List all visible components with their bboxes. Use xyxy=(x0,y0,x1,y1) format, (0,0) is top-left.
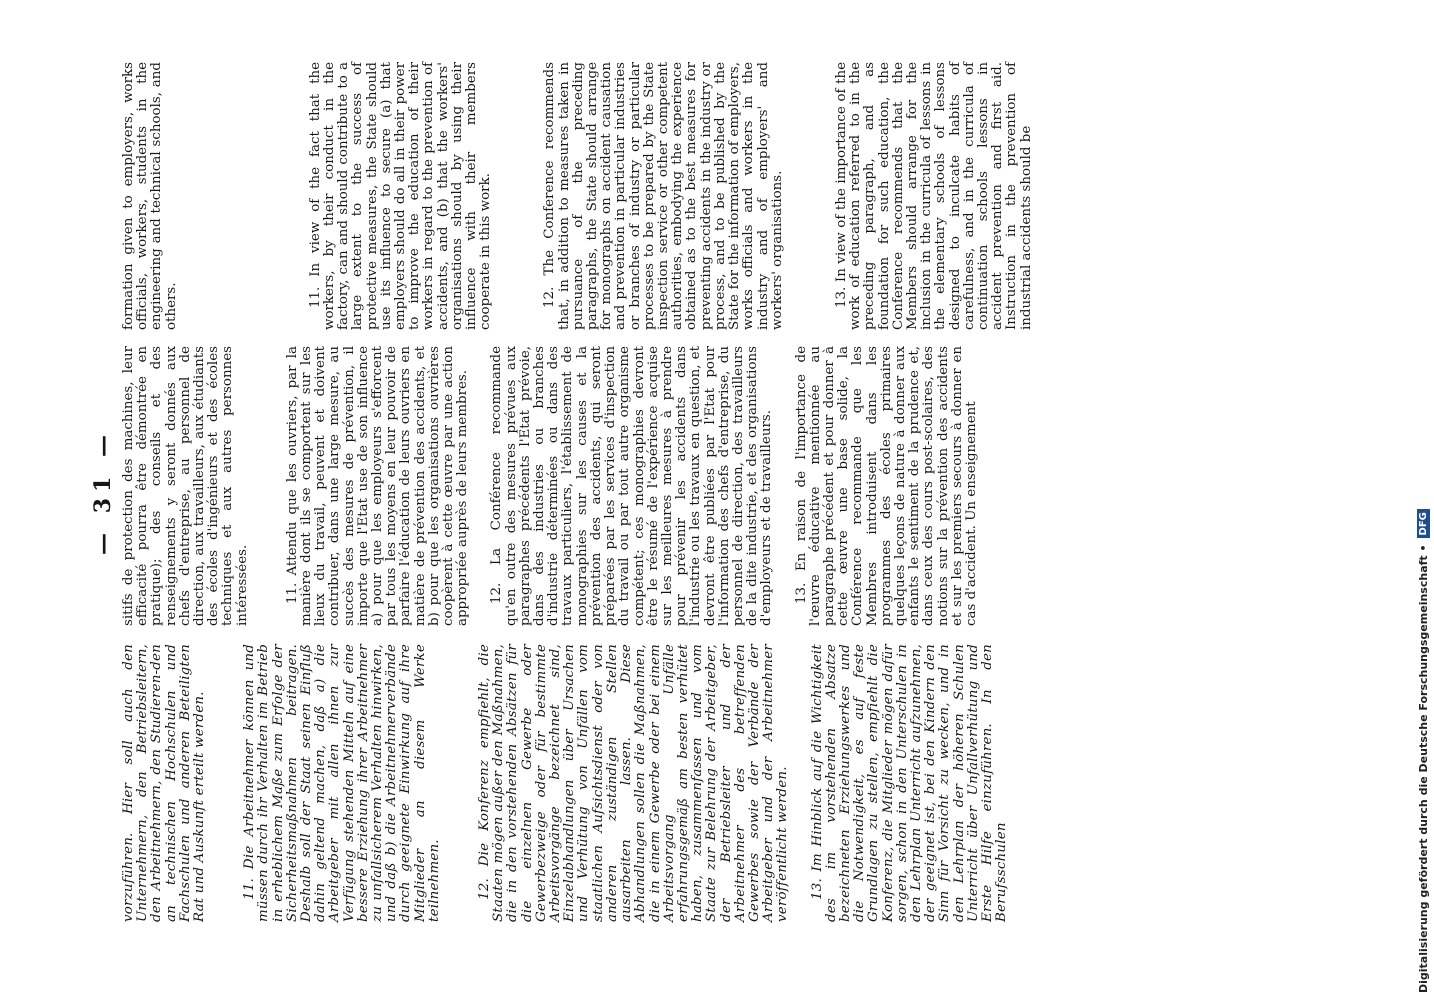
french-paragraph-11: 11. Attendu que les ouvriers, par la manière dont ils se comportent sur les lieux du travail, peuvent et doivent contribuer, dans une large mesure, au succès des mesures de prévention, il importe que l'Etat use de son influence a) pour que les employeurs s'efforcent par tous les moyens en leur pouvoir de parfaire l'éducation de leurs ouvriers en matière de prévention des accidents, et b) pour que les organisations ouvrières coopèrent à cette œuvre par une action appropriée auprès de leurs membres. xyxy=(284,346,471,626)
german-paragraph-12: 12. Die Konferenz empfiehlt, die Staaten mögen außer den Maßnahmen, die in den vorstehenden Absätzen für die einzelnen Gewerbe oder Gewerbezweige oder für bestimmte Arbeitsvorgänge bezeichnet sind, Einzelabhandlungen über Ursachen und Verhütung von Unfällen vom staatlichen Aufsichtsdienst oder von anderen zuständigen Stellen ausarbeiten lassen. Diese Abhandlungen sollen die Maßnahmen, die in einem Gewerbe oder bei einem Arbeitsvorgang Unfälle erfahrungsgemäß am besten verhütet haben, zusammenfassen und vom Staate zur Belehrung der Arbeitgeber, der Betriebsleiter und der Arbeitnehmer des betreffenden Gewerbes sowie der Verbände der Arbeitgeber und der Arbeitnehmer veröffentlicht werden. xyxy=(477,644,791,922)
dfg-logo: DFG xyxy=(1417,509,1430,538)
french-paragraph-13: 13. En raison de l'importance de l'œuvre éducative mentionnée au paragraphe précédent et pour donner à cette œuvre une base solide, la Conférence recommande que les Membres introduisent dans les programmes des écoles primaires quelques leçons de nature à donner aux enfants le sentiment de la prudence et, dans ceux des cours post-scolaires, des notions sur la prévention des accidents et sur les premiers secours à donner en cas d'accident. Un enseignement xyxy=(793,346,979,626)
page-number: — 31 — xyxy=(90,429,116,555)
english-intro-paragraph: formation given to employers, works officials, workers, students in the engineering and technical schools, and others. xyxy=(121,62,179,330)
english-paragraph-11: 11. In view of the fact that the workers, by their conduct in the factory, can and should contribute to a large extent to the success of protective measures, the State should use its influence to secure (a) that employers should do all in their power to improve the education of their workers in regard to the prevention of accidents, and (b) that the workers' organisations should by using their influence with their members cooperate in this work. xyxy=(307,62,494,330)
french-column xyxy=(122,346,979,626)
french-intro-paragraph: sitifs de protection des machines, leur efficacité pourra être démontrée en pratique); des conseils et des renseignements y seront donnés aux chefs d'entreprise, au personnel de direction, aux travailleurs, aux étudiants des écoles d'ingénieurs et des écoles techniques et aux autres personnes intéressées. xyxy=(121,346,250,626)
credit-text: Digitalisierung gefördert durch die Deutsche Forschungsgemeinschaft • xyxy=(1416,544,1430,993)
french-paragraph-12: 12. La Conférence recommande qu'en outre des mesures prévues aux paragraphes précédents l'Etat prévoie, dans des industries ou branches d'industrie déterminées ou dans des travaux particuliers, l'établissement de monographies sur les causes et la prévention des accidents, qui seront préparées par les services d'inspection du travail ou par tout autre organisme compétent; ces monographies devront être le résumé de l'expérience acquise sur les meilleures mesures à prendre pour prévenir les accidents dans l'industrie ou les travaux en question, et devront être publiées par l'Etat pour l'information des chefs d'entreprise, du personnel de direction, des travailleurs de la dite industrie, et des organisations d'employeurs et de travailleurs. xyxy=(489,346,775,626)
english-paragraph-12: 12. The Conference recommends that, in addition to measures taken in pursuance of the preceding paragraphs, the State should arrange for monographs on accident causation and prevention in particular industries or branches of industry or particular processes to be prepared by the State inspection service or other competent authorities, embodying the experience obtained as to the best measures for preventing accidents in the industry or process, and to be published by the State for the information of employers, works officials and workers in the industry and of employers' and workers' organisations. xyxy=(542,62,785,330)
english-paragraph-13: 13. In view of the importance of the work of education referred to in the preceding paragraph, and as foundation for such education, the Conference recommends that the Members should arrange for the inclusion in the curricula of lessons in the elementary schools of lessons designed to inculcate habits of carefulness, and in the curricula of continuation schools lessons in accident prevention and first aid. Instruction in the prevention of industrial accidents should be xyxy=(833,62,1034,330)
scanned-page xyxy=(90,62,1310,922)
german-paragraph-13: 13. Im Hinblick auf die Wichtigkeit des im vorstehenden Absatze bezeichneten Erziehungswerkes und die Notwendigkeit, es auf feste Grundlagen zu stellen, empfiehlt die Konferenz, die Mitglieder mögen dafür sorgen, schon in den Unterschulen in den Lehrplan Unterricht aufzunehmen, der geeignet ist, bei den Kindern den Sinn für Vorsicht zu wecken, und in den Lehrplan der höheren Schulen Unterricht über Unfallverhütung und Erste Hilfe einzuführen. In den Berufsschulen xyxy=(809,644,1010,922)
german-intro-paragraph: vorzuführen. Hier soll auch den Unternehmern, den Betriebsleitern, den Arbeitnehmern, den Studieren-den an technischen Hochschulen und Fachschulen und anderen Beteiligten Rat und Auskunft erteilt werden. xyxy=(121,644,208,922)
rotated-page-content xyxy=(90,62,1310,922)
english-column xyxy=(122,62,1034,330)
german-column xyxy=(122,644,1009,922)
german-paragraph-11: 11. Die Arbeitnehmer können und müssen durch ihr Verhalten im Betrieb in erheblichem Maße zum Erfolge der Sicherheitsmaßnahmen beitragen. Deshalb soll der Staat seinen Einfluß dahin geltend machen, daß a) die Arbeitgeber mit allen ihnen zur Verfügung stehenden Mitteln auf eine bessere Erziehung ihrer Arbeitnehmer zu unfallsicherem Verhalten hinwirken, und daß b) die Arbeitnehmerverbände durch geeignete Einwirkung auf ihre Mitglieder an diesem Werke teilnehmen. xyxy=(242,644,442,922)
digitization-credit xyxy=(1410,8,1432,993)
